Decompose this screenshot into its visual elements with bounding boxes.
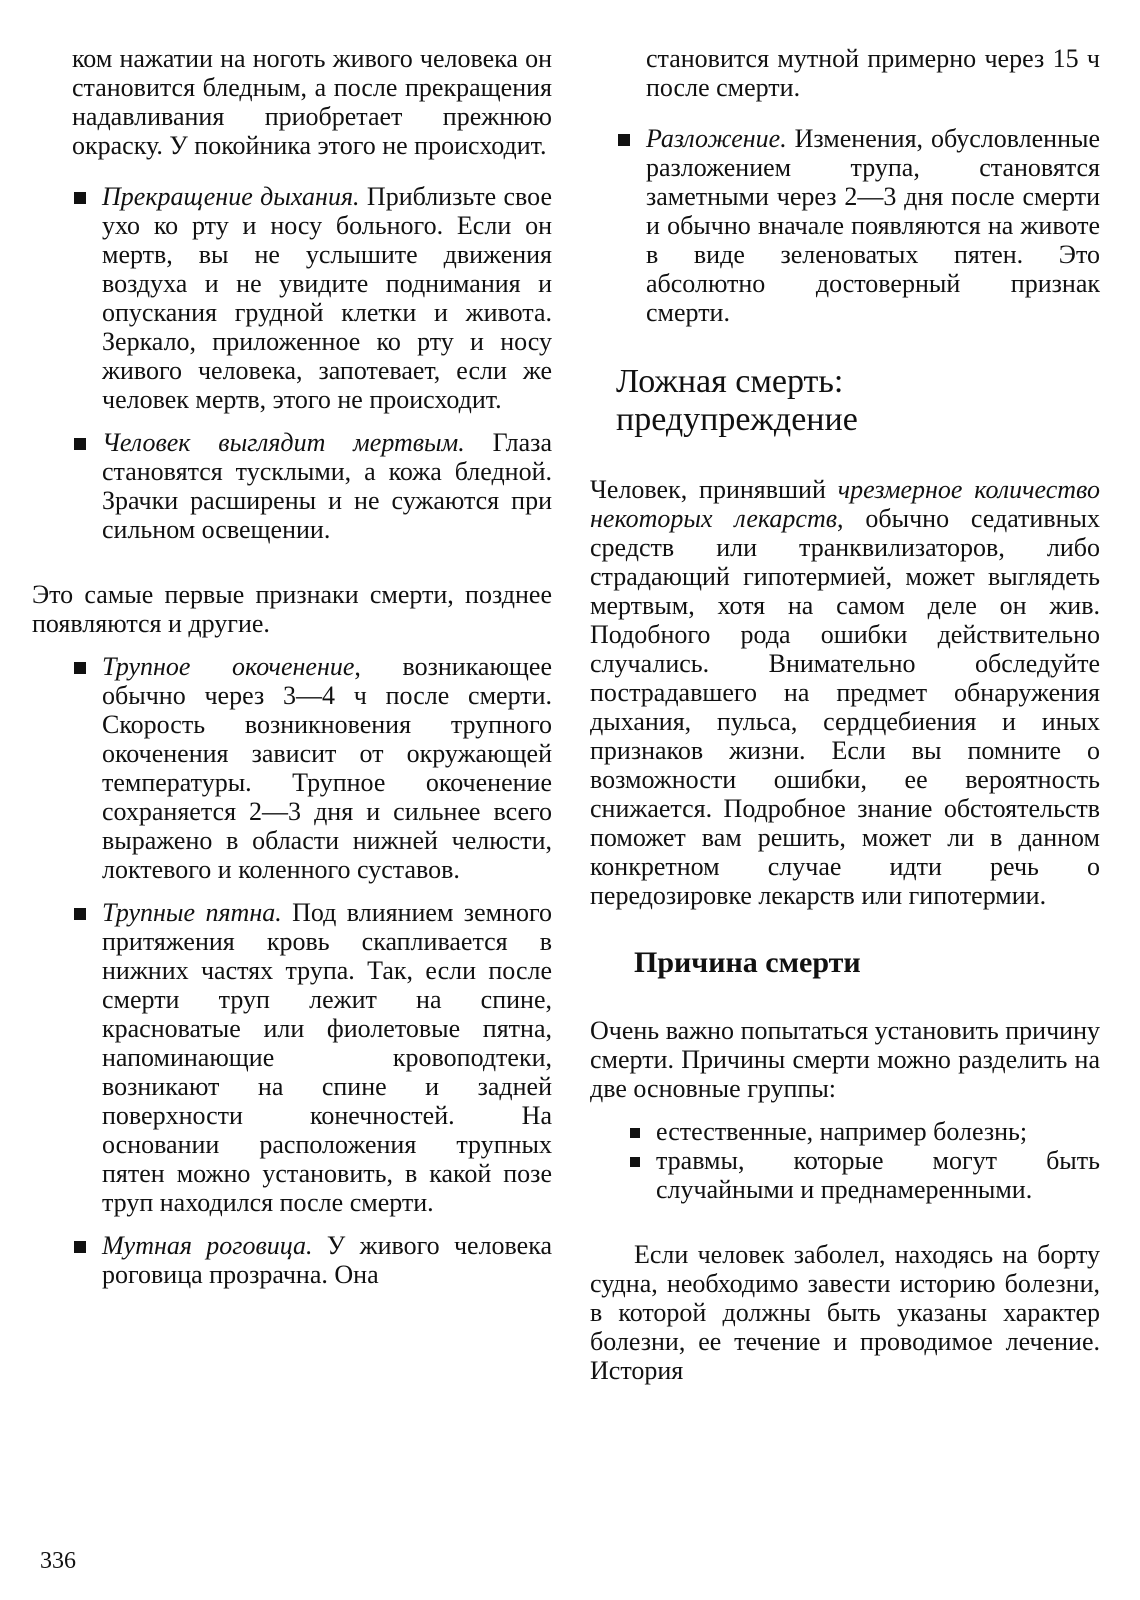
list-item (616, 124, 1100, 327)
item-text: Глаза становятся тусклыми, а кожа бледной. Зрачки расширены и не сужаются при сильном освещении. (102, 428, 552, 544)
bullet-square-icon (630, 1157, 640, 1167)
list-item (630, 1117, 1100, 1146)
intro-later-signs: Это самые первые признаки смерти, позднее появляются и другие. (32, 580, 552, 638)
text-run: Человек, принявший (590, 475, 838, 504)
section-heading: Причина смерти (634, 946, 861, 979)
emphasis: чрезмерное количество некоторых лекарств (590, 475, 1100, 533)
list-item (72, 652, 552, 884)
item-text: У живого человека роговица прозрачна. Она (102, 1231, 552, 1289)
term: Трупное окоченение (102, 652, 355, 681)
bullet-square-icon (74, 662, 86, 674)
bullet-square-icon (74, 1241, 86, 1253)
left-column (32, 44, 552, 1289)
bullet-square-icon (74, 192, 86, 204)
illness-paragraph: Если человек заболел, находясь на борту судна, необходимо завести историю болезни, в которой должны быть указаны характер болезни, ее течение и проводимое лечение. История (590, 1240, 1100, 1385)
list-item (72, 1231, 552, 1289)
section-heading: Ложная смерть: предупреждение (616, 363, 858, 438)
list-item (72, 428, 552, 544)
term: Мутная роговица. (102, 1231, 313, 1260)
bullet-square-icon (74, 438, 86, 450)
bullet-square-icon (630, 1128, 640, 1138)
list-item (72, 898, 552, 1217)
item-text: травмы, которые могут быть случайными и преднамеренными. (656, 1146, 1100, 1204)
right-column (590, 44, 1100, 1385)
list-item (630, 1146, 1100, 1204)
item-text: , возникающее обычно через 3—4 ч после смерти. Скорость возникновения трупного окоченения зависит от окружающей температуры. Трупное окоченение сохраняется 2—3 дня и сильнее всего выражено в области нижней челюсти, локтевого и коленного суставов. (102, 652, 552, 884)
cause-list (590, 1117, 1100, 1204)
item-text: естественные, например болезнь; (656, 1117, 1028, 1146)
bullet-square-icon (74, 908, 86, 920)
list-item (72, 182, 552, 414)
cause-intro-paragraph: Очень важно попытаться установить причину смерти. Причины смерти можно разделить на две основные группы: (590, 1016, 1100, 1103)
term: Разложение. (646, 124, 787, 153)
term: Прекращение дыхания. (102, 182, 360, 211)
continuation-paragraph: становится мутной примерно через 15 ч после смерти. (646, 44, 1100, 102)
page-number: 336 (40, 1548, 76, 1574)
bullet-square-icon (618, 134, 630, 146)
term: Человек выглядит мертвым. (102, 428, 465, 457)
item-text: Изменения, обусловленные разложением трупа, становятся заметными через 2—3 дня после смерти и обычно вначале появляются на животе в виде зеленоватых пятен. Это абсолютно достоверный признак смерти. (646, 124, 1100, 327)
text-run: , обычно седативных средств или транквилизаторов, либо страдающий гипотермией, может выглядеть мертвым, хотя на самом деле он жив. Подобного рода ошибки действительно случались. Внимательно обследуйте пострадавшего на предмет обнаружения дыхания, пульса, сердцебиения и иных признаков жизни. Если вы помните о возможности ошибки, ее вероятность снижается. Подробное знание обстоятельств поможет вам решить, может ли в данном конкретном случае идти речь о передозировке лекарств или гипотермии. (590, 504, 1100, 910)
item-text: Под влиянием земного притяжения кровь скапливается в нижних частях трупа. Так, если после смерти труп лежит на спине, красноватые или фиолетовые пятна, напоминающие кровоподтеки, возникают на спине и задней поверхности конечностей. На основании расположения трупных пятен можно установить, в какой позе труп находился после смерти. (102, 898, 552, 1217)
false-death-paragraph (590, 475, 1100, 910)
continuation-paragraph: ком нажатии на ноготь живого человека он становится бледным, а после прекращения надавливания приобретает прежнюю окраску. У покойника этого не происходит. (72, 44, 552, 160)
term: Трупные пятна. (102, 898, 282, 927)
item-text: Приблизьте свое ухо ко рту и носу больного. Если он мертв, вы не услышите движения воздуха и не увидите поднимания и опускания грудной клетки и живота. Зеркало, приложенное ко рту и носу живого человека, запотевает, если же человек мертв, этого не происходит. (102, 182, 552, 414)
